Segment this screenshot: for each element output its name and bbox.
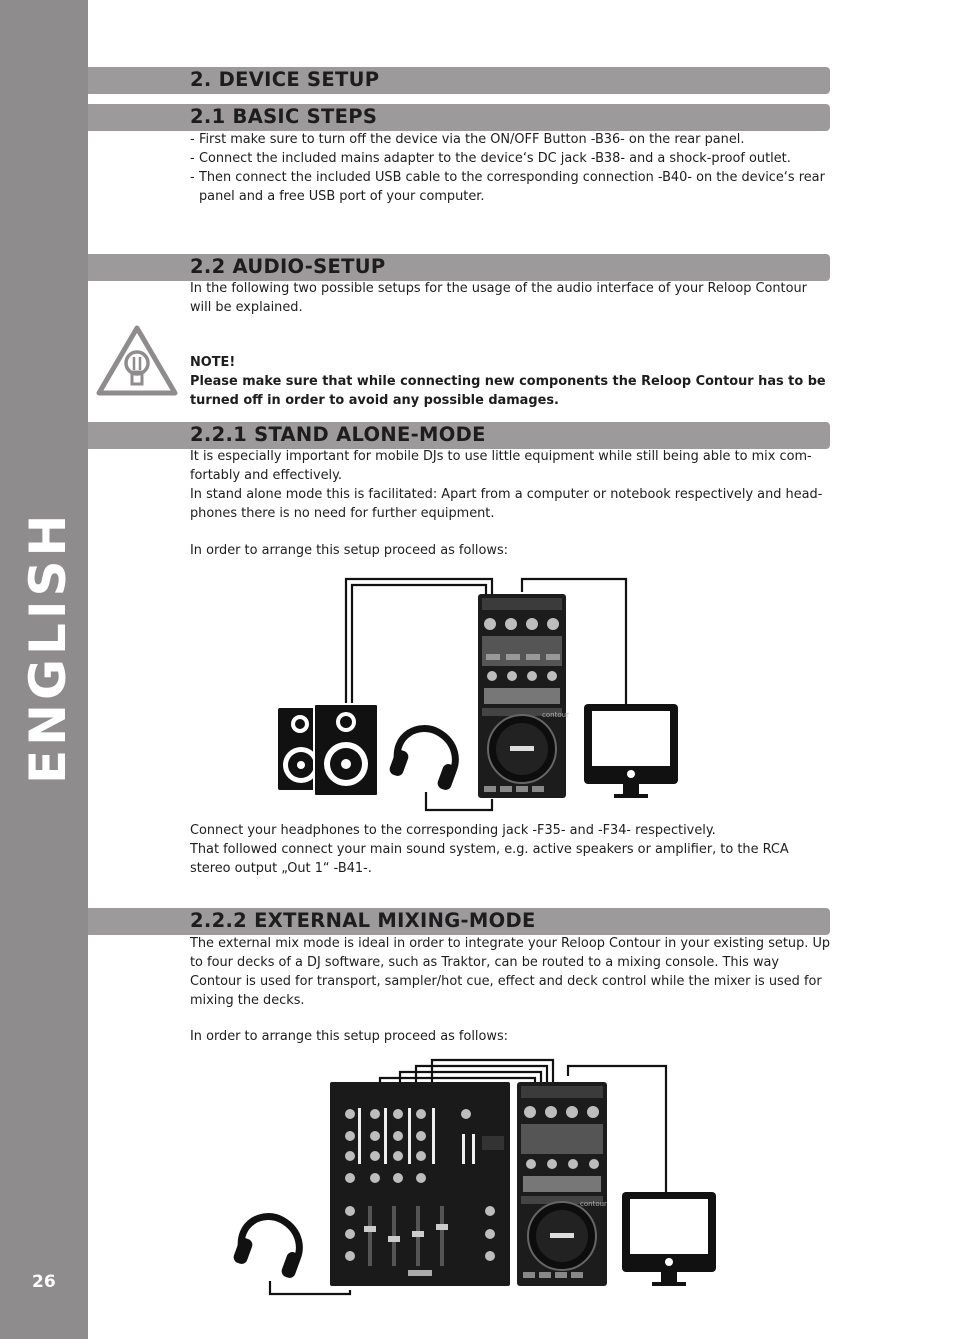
section-header-audio-setup — [88, 254, 830, 281]
audio-setup-intro: In the following two possible setups for the usage of the audio interface of your Reloop Contour will be explained. — [190, 281, 807, 315]
section-title: 2.2.1 STAND ALONE-MODE — [190, 423, 486, 446]
basic-steps-list — [190, 130, 832, 206]
list-item: - Connect the included mains adapter to the device‘s DC jack -B38- and a shock-proof outlet. — [190, 149, 832, 168]
note-text: Please make sure that while connecting new components the Reloop Contour has to be turned off in order to avoid any possible damages. — [190, 374, 826, 408]
page-number: 26 — [32, 1272, 56, 1292]
note-label: NOTE! — [190, 355, 236, 370]
headphones-icon — [388, 729, 458, 792]
stand-alone-paragraph: In order to arrange this setup proceed as follows: — [190, 543, 509, 558]
section-header-external-mixing — [88, 908, 830, 935]
section-title: 2.1 BASIC STEPS — [190, 105, 378, 128]
speakers-icon — [278, 704, 378, 796]
external-mixing-paragraph: In order to arrange this setup proceed as follows: — [190, 1029, 509, 1044]
sidebar — [0, 0, 88, 1339]
section-title: 2.2 AUDIO-SETUP — [190, 255, 386, 278]
monitor-icon — [622, 1192, 716, 1286]
mixer-device — [330, 1082, 510, 1286]
list-item: - Then connect the included USB cable to the corresponding connection -B40- on the device‘s rear panel and a free USB port of your computer. — [190, 168, 832, 206]
contour-logo: contour — [580, 1200, 607, 1208]
stand-alone-after: That followed connect your main sound system, e.g. active speakers or amplifier, to the RCA stereo output „Out 1“ -B41-. — [190, 842, 789, 876]
contour-controller — [478, 594, 569, 798]
list-item: - First make sure to turn off the device via the ON/OFF Button -B36- on the rear panel. — [190, 130, 832, 149]
section-header-basic-steps — [88, 104, 830, 131]
section-header-stand-alone — [88, 422, 830, 449]
monitor-icon — [584, 704, 678, 798]
language-label: ENGLISH — [19, 510, 77, 784]
stand-alone-diagram — [270, 574, 690, 804]
contour-controller — [517, 1082, 607, 1286]
section-header-device-setup — [88, 67, 830, 94]
section-title: 2. DEVICE SETUP — [190, 68, 380, 91]
external-mixing-paragraph: The external mix mode is ideal in order to integrate your Reloop Contour in your existing setup. Up to four decks of a DJ software, such as Traktor, can be routed to a mixing console. This way Contour is used for transport, sampler/hot cue, effect and deck control while the mixer is used for mixing the decks. — [190, 936, 831, 1008]
stand-alone-paragraph: It is especially important for mobile DJs to use little equipment while still being able to mix com- fortably and effectively. — [190, 449, 812, 483]
external-mixing-diagram — [230, 1056, 730, 1296]
section-title: 2.2.2 EXTERNAL MIXING-MODE — [190, 909, 536, 932]
stand-alone-after: Connect your headphones to the corresponding jack -F35- and -F34- respectively. — [190, 823, 716, 838]
stand-alone-paragraph: In stand alone mode this is facilitated: Apart from a computer or notebook respectively and head- phones there is no need for further equipment. — [190, 487, 823, 521]
contour-logo: contour — [542, 711, 569, 719]
headphones-icon — [232, 1217, 302, 1280]
warning-triangle-icon — [96, 325, 178, 397]
